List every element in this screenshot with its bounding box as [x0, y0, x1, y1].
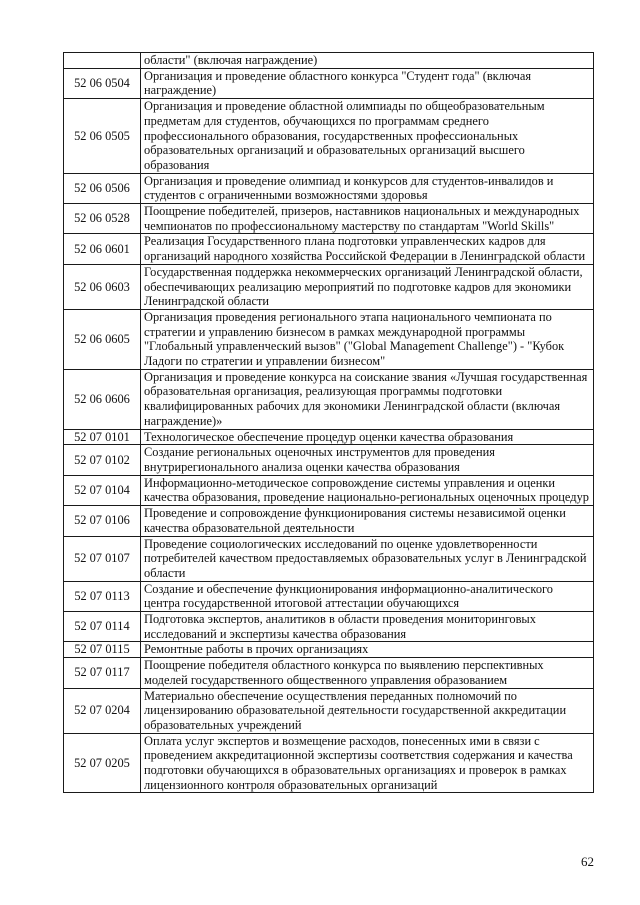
table-row — [64, 506, 594, 536]
table-row — [64, 475, 594, 505]
row-code: 52 07 0114 — [64, 612, 141, 642]
table-row — [64, 536, 594, 581]
row-description: Подготовка экспертов, аналитиков в области проведения мониторинговых исследований и экспертизы качества образования — [141, 612, 594, 642]
row-description: Оплата услуг экспертов и возмещение расходов, понесенных ими в связи с проведением аккредитационной экспертизы соответствия содержания и качества подготовки обучающихся в образовательных организациях и проверок в рамках лицензионного контроля образовательных организаций — [141, 733, 594, 793]
table-body — [64, 53, 594, 793]
row-code: 52 07 0205 — [64, 733, 141, 793]
table-row — [64, 309, 594, 369]
row-description: Организация и проведение областной олимпиады по общеобразовательным предметам для студентов, обучающихся по программам среднего профессионального образования, государственных профессиональных образовательных организаций и образовательных организаций высшего образования — [141, 99, 594, 174]
row-description: Организация и проведение олимпиад и конкурсов для студентов-инвалидов и студентов с ограниченными возможностями здоровья — [141, 173, 594, 203]
row-code: 52 07 0115 — [64, 642, 141, 658]
row-code: 52 07 0204 — [64, 688, 141, 733]
row-code — [64, 53, 141, 69]
row-description: Проведение социологических исследований по оценке удовлетворенности потребителей качеством предоставляемых образовательных услуг в Ленинградской области — [141, 536, 594, 581]
row-description: Организация и проведение конкурса на соискание звания «Лучшая государственная образовательная организация, реализующая программы подготовки квалифицированных рабочих для экономики Ленинградской области (включая награждение)» — [141, 369, 594, 429]
row-description: Реализация Государственного плана подготовки управленческих кадров для организаций народного хозяйства Российской Федерации в Ленинградской области — [141, 234, 594, 264]
row-code: 52 06 0603 — [64, 264, 141, 309]
row-code: 52 07 0101 — [64, 429, 141, 445]
row-code: 52 07 0113 — [64, 581, 141, 611]
row-code: 52 06 0506 — [64, 173, 141, 203]
row-code: 52 06 0601 — [64, 234, 141, 264]
table-row — [64, 234, 594, 264]
row-description: Организация и проведение областного конкурса "Студент года" (включая награждение) — [141, 68, 594, 98]
row-description: Создание региональных оценочных инструментов для проведения внутрирегионального анализа оценки качества образования — [141, 445, 594, 475]
table-row — [64, 204, 594, 234]
table-row — [64, 612, 594, 642]
table-row — [64, 642, 594, 658]
row-code: 52 07 0104 — [64, 475, 141, 505]
row-description: Ремонтные работы в прочих организациях — [141, 642, 594, 658]
row-description: Государственная поддержка некоммерческих организаций Ленинградской области, обеспечивающих реализацию мероприятий по подготовке кадров для экономики Ленинградской области — [141, 264, 594, 309]
row-code: 52 06 0606 — [64, 369, 141, 429]
row-description: Создание и обеспечение функционирования информационно-аналитического центра государственной итоговой аттестации обучающихся — [141, 581, 594, 611]
row-description: Организация проведения регионального этапа национального чемпионата по стратегии и управлению бизнесом в рамках международной программы "Глобальный управленческий вызов" ("Global Management Challenge") - "Кубок Ладоги по стратегии и управлении бизнесом" — [141, 309, 594, 369]
table-row — [64, 445, 594, 475]
table-row — [64, 173, 594, 203]
table-row — [64, 99, 594, 174]
row-code: 52 07 0102 — [64, 445, 141, 475]
row-description: Поощрение победителей, призеров, наставников национальных и международных чемпионатов по профессиональному мастерству по стандартам "World Skills" — [141, 204, 594, 234]
row-description: области" (включая награждение) — [141, 53, 594, 69]
row-code: 52 07 0106 — [64, 506, 141, 536]
row-description: Проведение и сопровождение функционирования системы независимой оценки качества образовательной деятельности — [141, 506, 594, 536]
budget-code-table — [63, 52, 594, 793]
row-code: 52 07 0117 — [64, 658, 141, 688]
row-description: Материально обеспечение осуществления переданных полномочий по лицензированию образовательной деятельности государственной аккредитации образовательных учреждений — [141, 688, 594, 733]
table-row — [64, 688, 594, 733]
row-code: 52 06 0504 — [64, 68, 141, 98]
row-code: 52 07 0107 — [64, 536, 141, 581]
row-description: Технологическое обеспечение процедур оценки качества образования — [141, 429, 594, 445]
row-code: 52 06 0528 — [64, 204, 141, 234]
table-row — [64, 429, 594, 445]
table-row — [64, 369, 594, 429]
row-code: 52 06 0505 — [64, 99, 141, 174]
table-row — [64, 658, 594, 688]
row-description: Поощрение победителя областного конкурса по выявлению перспективных моделей государственного общественного управления образованием — [141, 658, 594, 688]
row-code: 52 06 0605 — [64, 309, 141, 369]
table-row — [64, 68, 594, 98]
table-row — [64, 264, 594, 309]
table-row — [64, 733, 594, 793]
table-row — [64, 581, 594, 611]
table-row — [64, 53, 594, 69]
page-number: 62 — [581, 854, 594, 869]
row-description: Информационно-методическое сопровождение системы управления и оценки качества образования, проведение национально-региональных оценочных процедур — [141, 475, 594, 505]
